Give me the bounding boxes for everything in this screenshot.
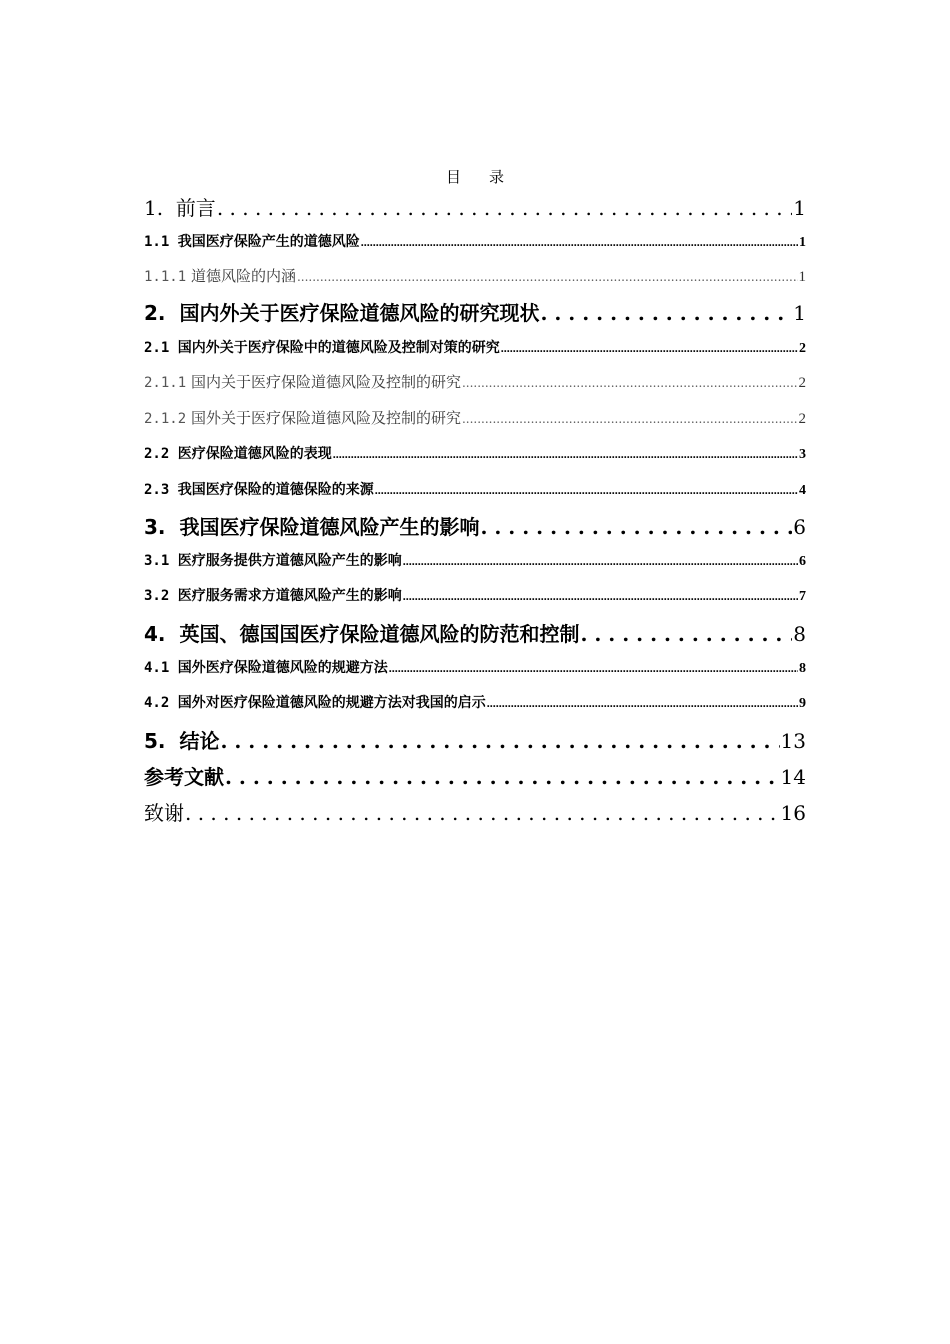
toc-entry[interactable] [144, 511, 806, 540]
toc-leader [580, 622, 792, 646]
toc-entry[interactable] [144, 585, 806, 605]
toc-leader [225, 765, 780, 789]
toc-page-number: 2 [798, 375, 806, 391]
toc-page-number: 6 [799, 554, 806, 569]
toc-entry-label: 2.1 国内外关于医疗保险中的道德风险及控制对策的研究 [144, 340, 500, 356]
toc-leader [361, 235, 798, 250]
toc-entry-label: 4.1 国外医疗保险道德风险的规避方法 [144, 660, 388, 676]
toc-entry-label: 参考文献 [144, 765, 224, 789]
toc-entry[interactable] [144, 297, 806, 326]
toc-entry[interactable] [144, 761, 806, 790]
toc-page-number: 3 [799, 447, 806, 462]
toc-entry-label: 2.1.1 国内关于医疗保险道德风险及控制的研究 [144, 373, 461, 391]
toc-entry-label: 4.2 国外对医疗保险道德风险的规避方法对我国的启示 [144, 695, 486, 711]
toc-leader [403, 554, 798, 569]
toc-page-number: 1 [798, 269, 806, 285]
toc-entry-label: 1.1 我国医疗保险产生的道德风险 [144, 234, 360, 250]
toc-leader [501, 341, 798, 356]
toc-page-number: 16 [780, 801, 806, 825]
toc-leader [217, 196, 792, 220]
toc-page-number: 6 [793, 515, 806, 539]
toc-entry[interactable] [144, 371, 806, 392]
toc-entry[interactable] [144, 797, 806, 826]
toc-entry[interactable] [144, 407, 806, 428]
toc-entry[interactable] [144, 192, 806, 221]
toc-title-left: 目 [445, 168, 461, 186]
toc-entry[interactable] [144, 725, 806, 754]
toc-leader [297, 270, 798, 284]
toc-entry-label: 2.3 我国医疗保险的道德保险的来源 [144, 482, 374, 498]
toc-entry-label: 3.2 医疗服务需求方道德风险产生的影响 [144, 588, 402, 604]
toc-page-number: 1 [793, 301, 806, 325]
toc-entry[interactable] [144, 479, 806, 499]
toc-entry-label: 3.1 医疗服务提供方道德风险产生的影响 [144, 553, 402, 569]
toc-entry-label: 2.2 医疗保险道德风险的表现 [144, 446, 332, 462]
toc-leader [375, 483, 798, 498]
toc-page-number: 9 [799, 696, 806, 711]
toc-title-right: 录 [489, 168, 505, 186]
toc-entry-label: 2.1.2 国外关于医疗保险道德风险及控制的研究 [144, 409, 461, 427]
toc-title [0, 166, 950, 187]
toc-entry-label: 3. 我国医疗保险道德风险产生的影响 [144, 515, 480, 539]
toc-entry[interactable] [144, 657, 806, 677]
toc-page-number: 7 [799, 589, 806, 604]
toc-leader [540, 301, 792, 325]
toc-leader [333, 447, 798, 462]
toc-leader [185, 801, 780, 825]
toc-entry[interactable] [144, 692, 806, 712]
toc-page-number: 8 [793, 622, 806, 646]
toc-leader [487, 696, 798, 711]
toc-page-number: 4 [799, 483, 806, 498]
toc-entry[interactable] [144, 231, 806, 251]
toc-leader [403, 589, 798, 604]
toc-entry[interactable] [144, 443, 806, 463]
toc-page-number: 1 [799, 235, 806, 250]
toc-page-number: 2 [798, 411, 806, 427]
toc-page-number: 1 [793, 196, 806, 220]
toc-entry-label: 4. 英国、德国国医疗保险道德风险的防范和控制 [144, 622, 580, 646]
toc-leader [480, 515, 792, 539]
toc-entry[interactable] [144, 550, 806, 570]
toc-entry[interactable] [144, 265, 806, 286]
toc-page-number: 14 [780, 765, 806, 789]
toc-entry[interactable] [144, 618, 806, 647]
toc-entry-label: 致谢 [144, 801, 184, 825]
toc-leader [462, 376, 798, 390]
toc-entry-label: 1. 前言 [144, 196, 216, 220]
toc-entry-label: 1.1.1 道德风险的内涵 [144, 267, 296, 285]
toc-leader [462, 412, 798, 426]
toc-page-number: 8 [799, 661, 806, 676]
toc-entry-label: 5. 结论 [144, 729, 220, 753]
toc-leader [389, 661, 798, 676]
toc-entry[interactable] [144, 337, 806, 357]
toc-page-number: 13 [780, 729, 806, 753]
toc-leader [220, 729, 779, 753]
toc-page-number: 2 [799, 341, 806, 356]
toc-entry-label: 2. 国内外关于医疗保险道德风险的研究现状 [144, 301, 540, 325]
